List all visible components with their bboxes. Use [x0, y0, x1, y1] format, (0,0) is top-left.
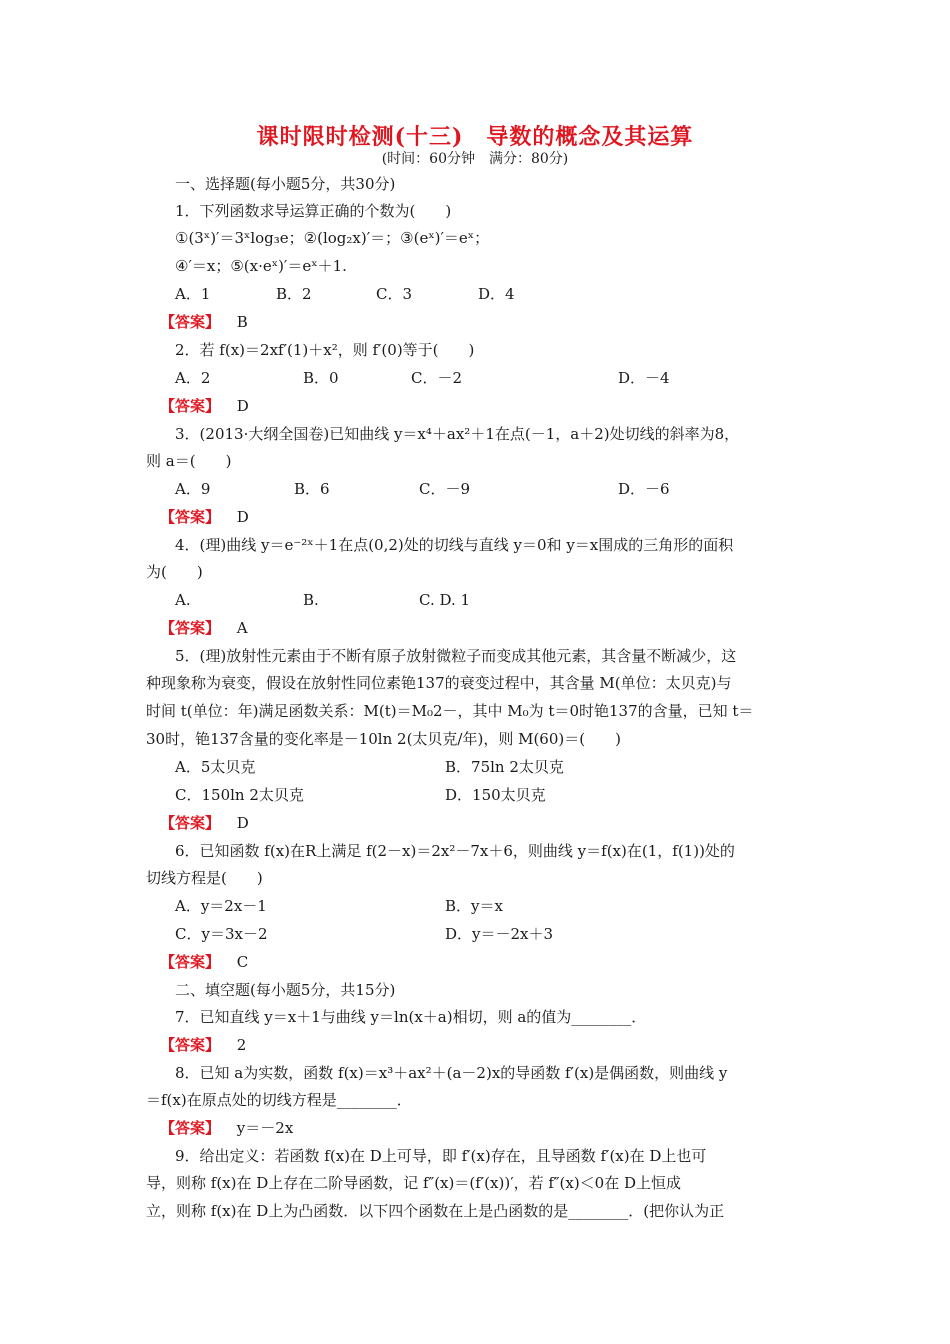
question-6-option-b: B．y＝x — [445, 897, 503, 915]
question-1-option-a: A．1 — [175, 285, 211, 303]
question-3-option-a: A．9 — [175, 480, 211, 498]
question-2-answer — [160, 396, 249, 416]
question-5-answer — [160, 813, 249, 833]
question-6-option-a: A．y＝2x－1 — [175, 897, 267, 915]
question-4-line-2: 为( ) — [146, 563, 203, 581]
question-5-line-2: 种现象称为衰变，假设在放射性同位素铯137的衰变过程中，其含量 M(单位：太贝克)与 — [146, 674, 732, 692]
question-5-stem: 5．(理)放射性元素由于不断有原子放射微粒子而变成其他元素，其含量不断减少，这 — [175, 647, 737, 665]
answer-label: 【答案】 — [160, 1036, 221, 1054]
question-6-stem: 6．已知函数 f(x)在R上满足 f(2－x)＝2x²－7x＋6，则曲线 y＝f(x)在(1，f(1))处的 — [175, 842, 735, 860]
answer-label: 【答案】 — [160, 313, 221, 331]
question-3-line-2: 则 a＝( ) — [146, 452, 232, 470]
question-1-line-2: ①(3ˣ)′＝3ˣlog₃e；②(log₂x)′＝；③(eˣ)′＝eˣ； — [175, 229, 490, 247]
question-3-option-d: D．－6 — [618, 480, 670, 498]
answer-value: D — [236, 814, 249, 832]
answer-label: 【答案】 — [160, 619, 221, 637]
question-6-answer — [160, 952, 248, 972]
question-3-answer — [160, 507, 249, 527]
answer-label: 【答案】 — [160, 508, 221, 526]
question-6-option-c: C．y＝3x－2 — [175, 925, 268, 943]
page-title: 课时限时检测(十三) 导数的概念及其运算 — [256, 124, 694, 150]
question-4-option-cd: C. D. 1 — [419, 591, 471, 609]
question-2-option-a: A．2 — [175, 369, 211, 387]
question-2-option-d: D．－4 — [618, 369, 670, 387]
question-5-option-a: A．5太贝克 — [175, 758, 256, 776]
answer-label: 【答案】 — [160, 953, 221, 971]
section-heading-choice: 一、选择题(每小题5分，共30分) — [175, 175, 396, 193]
answer-label: 【答案】 — [160, 397, 221, 415]
question-1-line-3: ④′＝x；⑤(x·eˣ)′＝eˣ＋1. — [175, 257, 347, 275]
question-5-option-d: D．150太贝克 — [445, 786, 546, 804]
question-3-option-b: B．6 — [294, 480, 330, 498]
answer-value: D — [236, 397, 249, 415]
question-4-option-b: B. — [303, 591, 319, 609]
section-heading-fill: 二、填空题(每小题5分，共15分) — [175, 981, 396, 999]
question-1-answer — [160, 312, 248, 332]
answer-label: 【答案】 — [160, 1119, 221, 1137]
answer-value: C — [236, 953, 249, 971]
answer-value: B — [236, 313, 248, 331]
question-1-option-b: B．2 — [276, 285, 312, 303]
answer-value: y＝－2x — [236, 1119, 294, 1137]
question-8-stem: 8．已知 a为实数，函数 f(x)＝x³＋ax²＋(a－2)x的导函数 f′(x)是偶函数，则曲线 y — [175, 1064, 728, 1082]
question-1-option-c: C．3 — [376, 285, 413, 303]
question-9-line-3: 立，则称 f(x)在 D上为凸函数．以下四个函数在上是凸函数的是________．(把你认为正 — [146, 1202, 725, 1220]
question-1-option-d: D．4 — [478, 285, 515, 303]
question-7-stem: 7．已知直线 y＝x＋1与曲线 y＝ln(x＋a)相切，则 a的值为________． — [175, 1008, 647, 1026]
question-5-option-b: B．75ln 2太贝克 — [445, 758, 564, 776]
question-7-answer — [160, 1035, 246, 1055]
question-8-line-2: ＝f(x)在原点处的切线方程是________． — [146, 1091, 412, 1109]
question-3-option-c: C．－9 — [419, 480, 471, 498]
question-2-stem: 2．若 f(x)＝2xf′(1)＋x²，则 f′(0)等于( ) — [175, 341, 475, 359]
question-5-line-3: 时间 t(单位：年)满足函数关系：M(t)＝M₀2－，其中 M₀为 t＝0时铯137的含量，已知 t＝ — [146, 702, 754, 720]
answer-value: A — [236, 619, 248, 637]
question-4-stem: 4．(理)曲线 y＝e⁻²ˣ＋1在点(0,2)处的切线与直线 y＝0和 y＝x围成的三角形的面积 — [175, 536, 734, 554]
answer-value: D — [236, 508, 249, 526]
answer-value: 2 — [236, 1036, 247, 1054]
question-9-line-2: 导，则称 f(x)在 D上存在二阶导函数，记 f″(x)＝(f′(x))′，若 f″(x)＜0在 D上恒成 — [146, 1174, 682, 1192]
question-5-option-c: C．150ln 2太贝克 — [175, 786, 304, 804]
page-subtitle: (时间：60分钟 满分：80分) — [381, 151, 569, 167]
question-2-option-c: C．－2 — [411, 369, 463, 387]
question-4-option-a: A. — [175, 591, 191, 609]
question-6-line-2: 切线方程是( ) — [146, 869, 263, 887]
question-4-answer — [160, 618, 248, 638]
question-1-stem: 1．下列函数求导运算正确的个数为( ) — [175, 202, 452, 220]
question-8-answer — [160, 1118, 293, 1138]
question-3-stem: 3．(2013·大纲全国卷)已知曲线 y＝x⁴＋ax²＋1在点(－1，a＋2)处切线的斜率为8， — [175, 425, 740, 443]
question-5-line-4: 30时，铯137含量的变化率是－10ln 2(太贝克/年)，则 M(60)＝( ) — [146, 730, 621, 748]
question-2-option-b: B．0 — [303, 369, 339, 387]
question-6-option-d: D．y＝－2x＋3 — [445, 925, 554, 943]
question-9-stem: 9．给出定义：若函数 f(x)在 D上可导，即 f′(x)存在，且导函数 f′(x)在 D上也可 — [175, 1147, 707, 1165]
answer-label: 【答案】 — [160, 814, 221, 832]
